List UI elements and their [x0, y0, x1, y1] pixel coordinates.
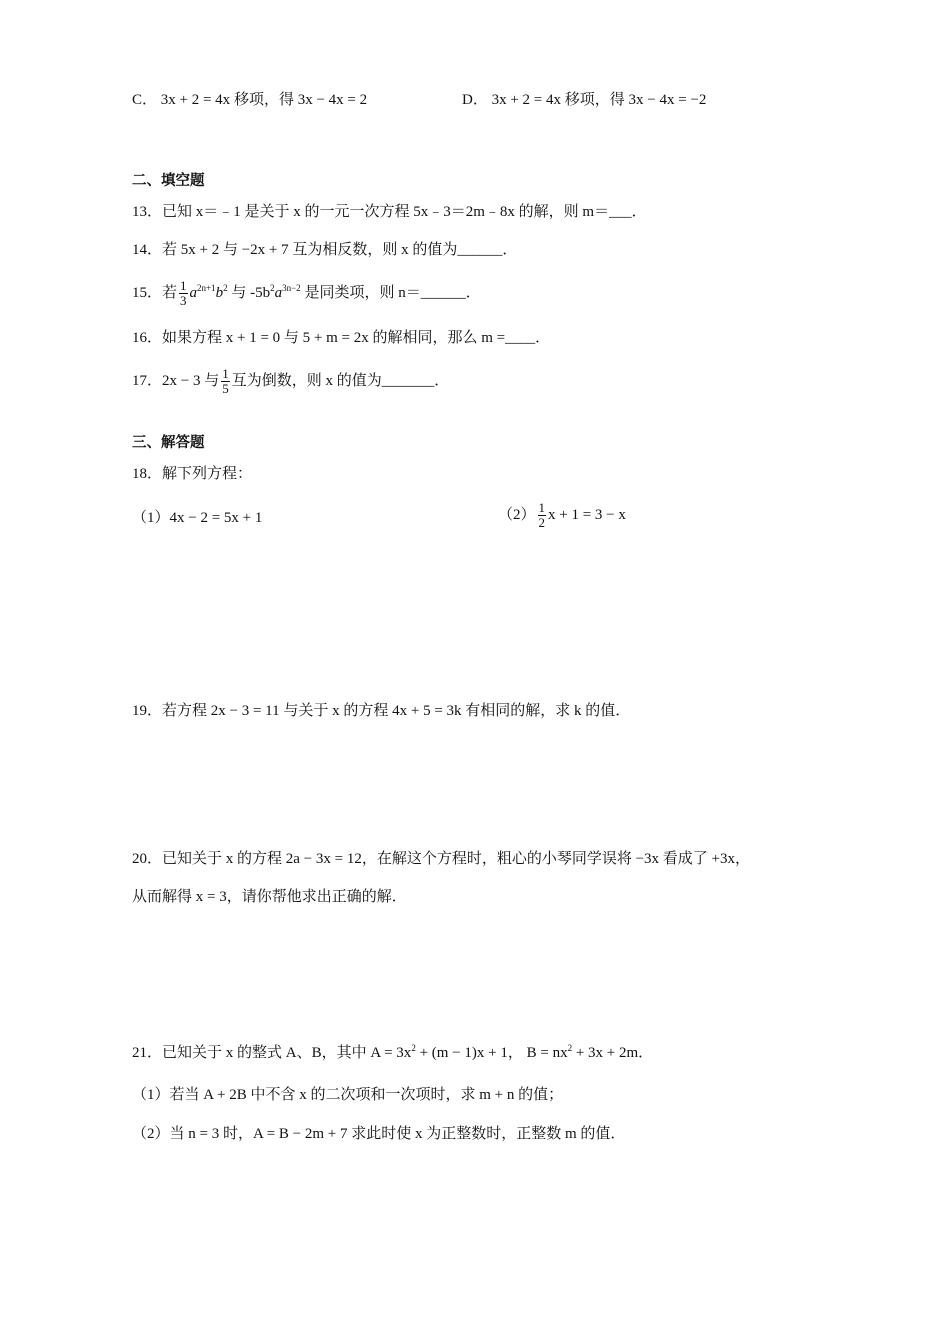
question-14: 14．若 5x + 2 与 −2x + 7 互为相反数，则 x 的值为______． — [132, 242, 518, 258]
question-21-stem-suffix: + 3x + 2m． — [572, 1045, 654, 1061]
question-15-fraction — [179, 279, 188, 308]
option-c-move-text: 移项，得 — [233, 92, 294, 108]
term1-base: a — [189, 285, 198, 301]
question-18-part2-prefix: （2） — [498, 507, 536, 523]
question-21-part1: （1）若当 A + 2B 中不含 x 的二次项和一次项时，求 m + n 的值； — [132, 1087, 564, 1103]
section-fill-blank-title: 二、填空题 — [132, 173, 205, 189]
question-18-part2-suffix: x + 1 = 3 − x — [548, 507, 626, 523]
option-d — [462, 90, 706, 110]
fraction-denominator: 3 — [180, 293, 187, 309]
question-20-line1: 20．已知关于 x 的方程 2a − 3x = 12，在解这个方程时，粗心的小琴同学误将 −3x 看成了 +3x， — [132, 851, 750, 867]
fraction-denominator: 2 — [538, 515, 546, 531]
option-c — [132, 90, 367, 110]
question-15-prefix: 15．若 — [132, 285, 178, 301]
question-17-prefix: 17．2x − 3 与 — [132, 373, 220, 389]
option-c-label: C． — [132, 92, 158, 108]
question-18-stem: 18．解下列方程： — [132, 466, 253, 482]
question-20-line2: 从而解得 x = 3，请你帮他求出正确的解． — [132, 889, 407, 905]
question-21-exponent2: 2 — [567, 1043, 573, 1053]
question-15-mid: 与 — [231, 285, 247, 301]
term2-exponent1: 2 — [270, 283, 275, 293]
question-15-suffix: 是同类项，则 n＝______． — [304, 285, 481, 301]
term1-b-exponent: 2 — [223, 283, 228, 293]
question-21-stem — [132, 1043, 653, 1063]
term2-exponent2: 3n−2 — [282, 283, 301, 293]
fraction-numerator: 1 — [180, 278, 187, 294]
option-c-result: 3x − 4x = 2 — [297, 92, 368, 108]
question-21-stem-mid: + (m − 1)x + 1， B = nx — [415, 1045, 568, 1061]
fraction-numerator: 1 — [222, 366, 229, 382]
option-d-result: 3x − 4x = −2 — [628, 92, 707, 108]
fraction-denominator: 5 — [222, 381, 229, 397]
section-solve-title: 三、解答题 — [132, 435, 205, 451]
fraction-numerator: 1 — [538, 500, 546, 516]
option-d-label: D． — [462, 92, 488, 108]
question-21-exponent: 2 — [411, 1043, 416, 1053]
option-d-move-text: 移项，得 — [564, 92, 625, 108]
question-15 — [132, 278, 481, 308]
question-17-fraction — [221, 367, 230, 396]
term1-b: b — [215, 285, 224, 301]
question-17-suffix: 互为倒数，则 x 的值为_______． — [231, 373, 450, 389]
term2-coefficient: -5b — [250, 285, 271, 301]
term2-a: a — [274, 285, 283, 301]
question-19: 19．若方程 2x − 3 = 11 与关于 x 的方程 4x + 5 = 3k 有相同的解，求 k 的值． — [132, 703, 631, 719]
question-13: 13．已知 x＝﹣1 是关于 x 的一元一次方程 5x﹣3＝2m﹣8x 的解，则 m＝___． — [132, 204, 647, 220]
question-21-part2: （2）当 n = 3 时，A = B − 2m + 7 求此时使 x 为正整数时，正整数 m 的值． — [132, 1126, 626, 1142]
option-d-equation: 3x + 2 = 4x — [491, 92, 562, 108]
term1-exponent: 2n+1 — [197, 283, 216, 293]
question-21-stem-prefix: 21．已知关于 x 的整式 A、B，其中 A = 3x — [132, 1045, 412, 1061]
question-18-fraction — [538, 501, 547, 530]
question-18-part1: （1）4x − 2 = 5x + 1 — [132, 510, 263, 526]
option-c-equation: 3x + 2 = 4x — [160, 92, 231, 108]
question-16: 16．如果方程 x + 1 = 0 与 5 + m = 2x 的解相同，那么 m =____． — [132, 330, 551, 346]
question-18-part2 — [498, 500, 626, 530]
question-17 — [132, 366, 449, 396]
